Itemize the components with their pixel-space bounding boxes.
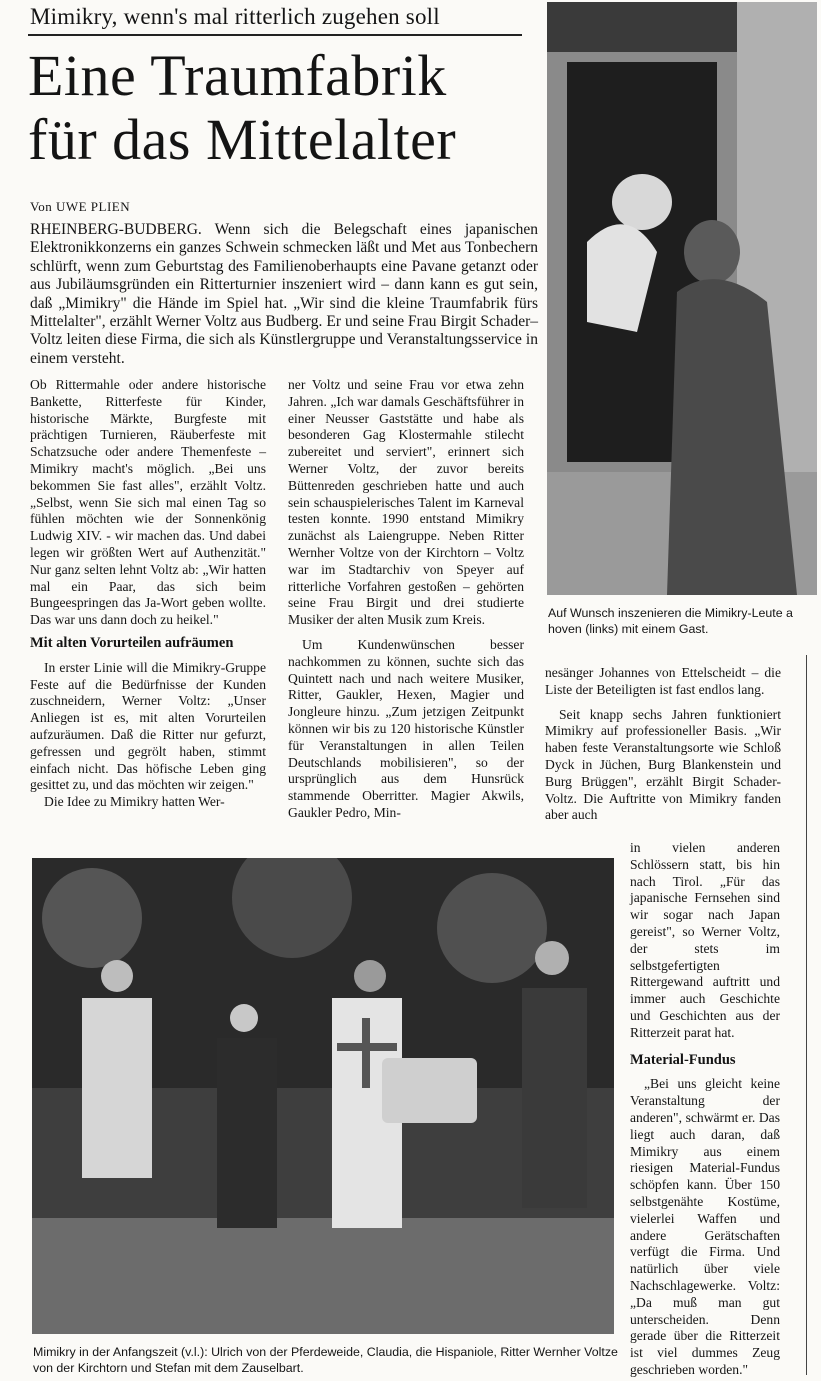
col2-paragraph-2: Um Kundenwünschen besser nachkommen zu können, suchte sich das Quintett nach und nach weitere Musiker, Ritter, Gaukler, Hexen, Magier und Jongleure hinzu. „Zum jetzigen Zeitpunkt können wir bis zu 120 historische Künstler für Veranstaltungen in allen Teilen Deutschlands mobilisieren", so der ursprünglich aus dem Hunsrück stammende Oberritter. Magier Akwils, Gaukler Pedro, Min- bbox=[288, 636, 524, 820]
col1-paragraph-1: Ob Rittermahle oder andere historische Bankette, Ritterfeste für Kinder, historische Märkte, Burgfeste mit prächtigen Turnieren, Räuberfeste mit Schatzsuche oder andere Themenfeste – Mimikry macht's möglich. „Bei uns bekommen Sie fast alles", erzählt Voltz. „Selbst, wenn Sie sich mal einen Tag so fühlen möchten wie der Sonnenkönig Ludwig XIV. - wir machen das. Und dabei legen wir größten Wert auf Authenzität." Nur ganz selten lehnt Voltz ab: „Wir hatten mal ein Paar, das sich beim Bungeespringen das Ja-Wort geben wollte. Das war uns dann doch zu heikel." bbox=[30, 377, 266, 628]
lead-paragraph: RHEINBERG-BUDBERG. Wenn sich die Belegschaft eines japanischen Elektronikkonzerns ein ganzes Schwein schmecken läßt und Met aus Tonbechern schlürft, wenn zum Geburtstag des Familienoberhaupts eine Pavane getanzt oder aus Jubiläumsgründen ein Ritterturnier inszeniert wird – dann kann es gut sein, daß „Mimikry" die Hände im Spiel hat. „Wir sind die kleine Traumfabrik fürs Mittelalter", erzählt Werner Voltz aus Budberg. Er und seine Frau Birgit Schader–Voltz leiten diese Firma, die sich als Künstlergruppe und Veranstaltungsservice in einem versteht. bbox=[30, 221, 538, 367]
col1-paragraph-3: Die Idee zu Mimikry hatten Wer- bbox=[44, 794, 225, 810]
column-1 bbox=[30, 377, 266, 811]
col2-paragraph-1: ner Voltz und seine Frau vor etwa zehn Jahren. „Ich war damals Geschäftsführer in einer Neusser Gaststätte und habe als besonderen Gag Klostermahle stilecht zubereitet und serviert", erinnert sich Werner Voltz, der zuvor bereits Büttenreden geschrieben hatte und auch sein schauspielerisches Talent im Karneval testen konnte. 1990 entstand Mimikry zunächst als Laiengruppe. Neben Ritter Wernher Voltze von der Kirchtorn – Voltz war im Stadtarchiv von Speyer auf ritterliche Vorfahren gestoßen – gehörten seine Frau Birgit und drei studierte Musiker der alten Musik zum Kreis. bbox=[288, 377, 524, 628]
col1-paragraph-2: In erster Linie will die Mimikry-Gruppe Feste auf die Bedürfnisse der Kunden zuschneidern, Werner Voltz: „Unser Anliegen ist es, mit alten Vorurteilen aufzuräumen. Daß die Ritter nur gefurzt, gefressen und gegrölt haben, stimmt einfach nicht. Das höfische Leben ging gesittet zu, und das möchten wir zeigen." bbox=[30, 659, 266, 793]
kicker-rule bbox=[28, 34, 522, 36]
col3-paragraph-1: nesänger Johannes von Ettelscheidt – die Liste der Beteiligten ist fast endlos lang. bbox=[545, 665, 781, 697]
column-rule-right bbox=[806, 655, 807, 1375]
headline bbox=[28, 44, 538, 172]
col4-paragraph-1: „Bei uns gleicht keine Veranstaltung der anderen", schwärmt er. Das liegt auch daran, daß Mimikry aus einem riesigen Material-Fundus schöpfen kann. Über 150 selbstgenähte Kostüme, vielerlei Waffen und andere Gerätschaften verfügt die Firma. Und natürlich über viele Nachschlagewerke. Voltz: „Da muß man gut unterscheiden. Denn gerade über die Ritterzeit ist viel dummes Zeug geschrieben worden." bbox=[630, 1076, 780, 1377]
col4-paragraph-0: in vielen anderen Schlössern statt, bis hin nach Tirol. „Für das japanische Fernsehen sind wir sogar nach Japan gereist", so Werner Voltz, der stets im selbstgefertigten Rittergewand auftritt und immer auch Geschichte und Geschichten aus der Ritterzeit parat hat. bbox=[630, 840, 780, 1040]
column-4 bbox=[630, 840, 780, 1379]
headline-line-2: für das Mittelalter bbox=[28, 107, 457, 172]
subheading-vorurteile: Mit alten Vorurteilen aufräumen bbox=[30, 634, 234, 651]
subheading-material-fundus: Material-Fundus bbox=[630, 1051, 736, 1068]
photo-top-right bbox=[547, 2, 817, 595]
col3-paragraph-2: Seit knapp sechs Jahren funktioniert Mimikry auf professioneller Basis. „Wir haben feste Veranstaltungsorte wie Schloß Dyck in Jüchen, Burg Blankenstein und Burg Brüggen", erzählt Birgit Schader-Voltz. Die Auftritte von Mimikry fanden aber auch bbox=[545, 706, 781, 823]
byline: Von UWE PLIEN bbox=[30, 199, 131, 214]
photo-top-caption: Auf Wunsch inszenieren die Mimikry-Leute a hoven (links) mit einem Gast. bbox=[548, 606, 793, 636]
column-2 bbox=[288, 377, 524, 822]
photo-bottom bbox=[32, 858, 614, 1334]
photo-bottom-caption: Mimikry in der Anfangszeit (v.l.): Ulrich von der Pferdeweide, Claudia, die Hispaniole, Ritter Wernher Voltze von der Kirchtorn und Stefan mit dem Zauselbart. bbox=[33, 1345, 618, 1375]
kicker: Mimikry, wenn's mal ritterlich zugehen soll bbox=[30, 4, 440, 29]
column-3 bbox=[545, 665, 781, 824]
headline-line-1: Eine Traumfabrik bbox=[28, 43, 447, 108]
